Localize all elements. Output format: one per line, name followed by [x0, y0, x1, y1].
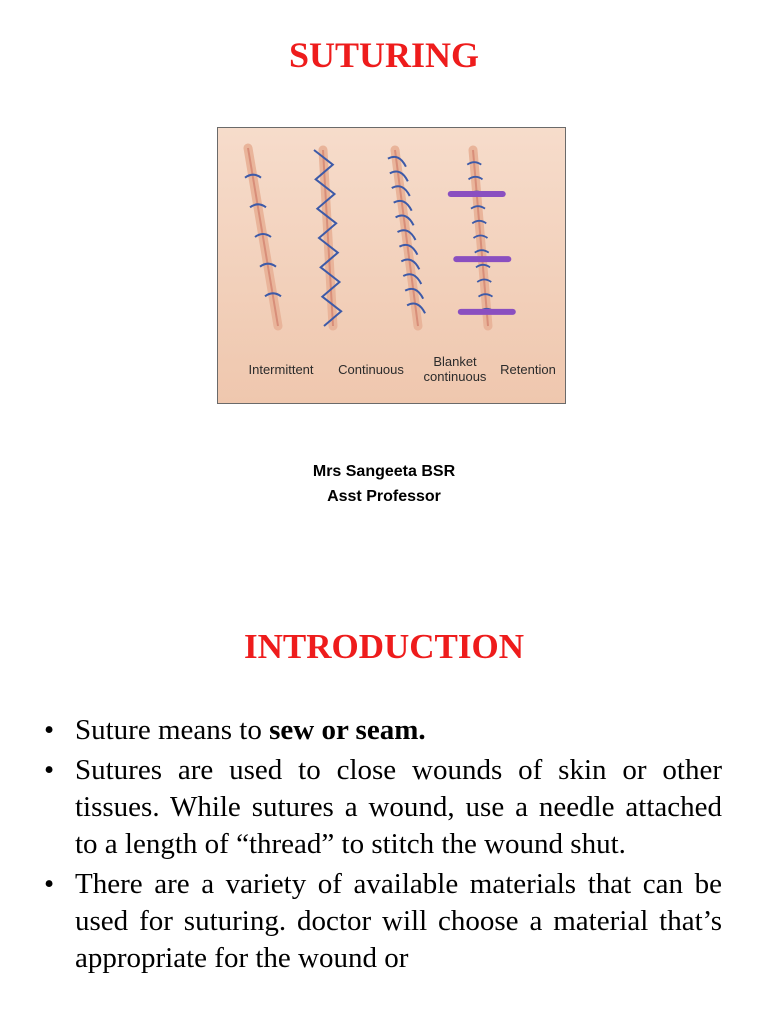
author-name: Mrs Sangeeta BSR: [312, 463, 456, 480]
bullet-text: There are a variety of available materials that can be used for suturing. doctor will choose a material that’s appropriate for the wound or: [75, 868, 722, 974]
label-continuous: Continuous: [338, 362, 404, 377]
author-role: Asst Professor: [327, 488, 441, 505]
label-retention: Retention: [500, 362, 556, 377]
bullet-text: Suture means to: [75, 714, 270, 746]
bullet-item: [44, 866, 722, 977]
slide-title: SUTURING: [288, 35, 480, 75]
section-title: INTRODUCTION: [243, 627, 525, 666]
bullet-bold-text: sew or seam.: [269, 714, 426, 746]
suture-types-illustration: [217, 127, 566, 404]
bullet-list: [44, 712, 722, 980]
bullet-item: [44, 712, 722, 749]
label-blanket-line1: Blanket: [433, 354, 477, 369]
bullet-item: [44, 752, 722, 863]
bullet-text: Sutures are used to close wounds of skin or other tissues. While sutures a wound, use a needle attached to a length of “thread” to stitch the wound shut.: [75, 754, 722, 860]
label-blanket-continuous: [414, 354, 496, 384]
label-intermittent: Intermittent: [248, 362, 314, 377]
label-blanket-line2: continuous: [423, 369, 487, 384]
